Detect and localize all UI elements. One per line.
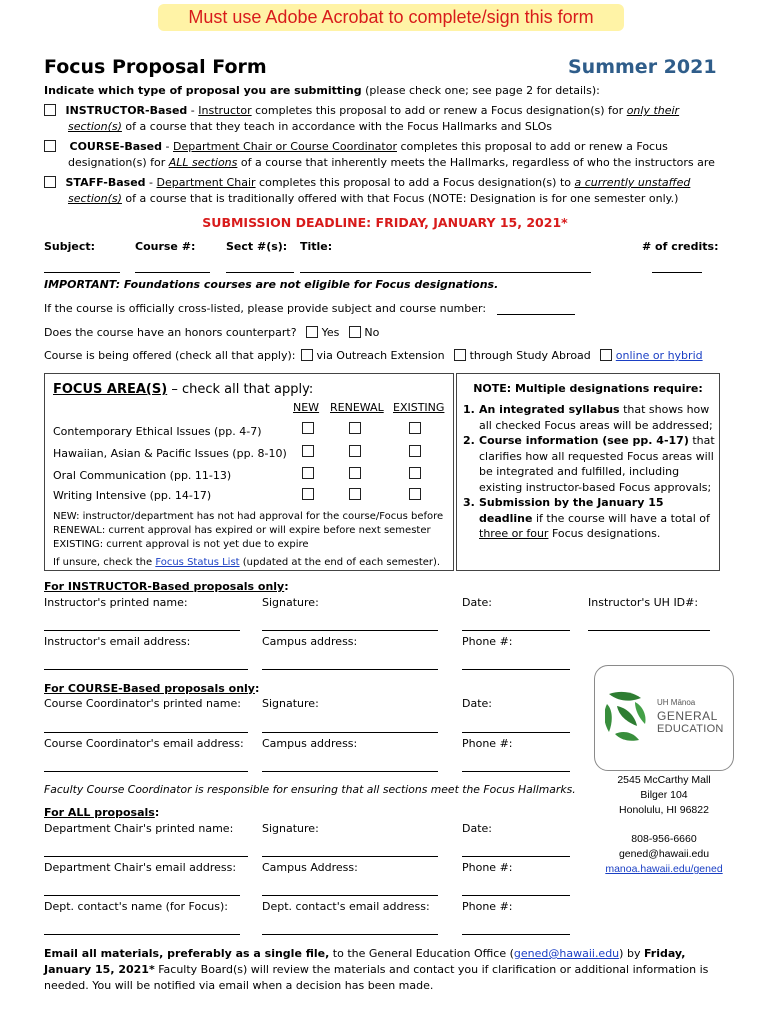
oral-new-checkbox[interactable] [302, 467, 314, 479]
colon: : [284, 580, 289, 593]
ethics-new-checkbox[interactable] [302, 422, 314, 434]
type-text: designation(s) for [68, 156, 169, 169]
logo-uh-manoa: UH Mānoa [657, 698, 696, 707]
coordinator-signature-input[interactable] [262, 732, 438, 733]
focus-heading-rest: – check all that apply: [167, 382, 314, 397]
course-number-label: Course #: [135, 240, 196, 253]
type-name: COURSE-Based [69, 140, 163, 153]
type-who: Department Chair [156, 176, 256, 189]
offered-row [44, 349, 703, 362]
chair-phone-input[interactable] [462, 895, 570, 896]
footer-text: Faculty Board(s) will review the materials and contact you if clarification or additional information is [154, 963, 709, 976]
writing-renewal-checkbox[interactable] [349, 488, 361, 500]
office-website-link[interactable]: manoa.hawaii.edu/gened [605, 863, 723, 875]
note-list [463, 402, 715, 542]
subject-label: Subject: [44, 240, 96, 253]
colon: : [254, 682, 260, 695]
sep: - [145, 176, 157, 189]
def-renewal: RENEWAL: current approval has expired or will expire before next semester [53, 525, 431, 536]
ethics-existing-checkbox[interactable] [409, 422, 421, 434]
submission-deadline: SUBMISSION DEADLINE: FRIDAY, JANUARY 15, 2021* [202, 215, 568, 230]
instructor-email-label: Instructor's email address: [44, 635, 191, 648]
instructor-uhid-input[interactable] [588, 630, 710, 631]
offered-question: Course is being offered (check all that apply): [44, 349, 296, 362]
credits-label: # of credits: [642, 240, 719, 253]
note-rest: if the course will have a total of [532, 511, 710, 525]
coordinator-name-label: Course Coordinator's printed name: [44, 697, 241, 710]
office-address [594, 773, 734, 877]
contact-name-input[interactable] [44, 934, 240, 935]
focus-heading-bold: FOCUS AREA(S) [53, 382, 168, 397]
online-hybrid-link[interactable]: online or hybrid [615, 349, 703, 362]
credits-input[interactable] [652, 272, 702, 273]
note-num: 2. [463, 434, 475, 447]
note-num: 3. [463, 496, 475, 509]
instructor-name-label: Instructor's printed name: [44, 596, 188, 609]
chair-name-input[interactable] [44, 856, 248, 857]
focus-area-box [44, 373, 454, 571]
footer-text: to the General Education Office ( [329, 947, 514, 960]
contact-email-input[interactable] [262, 934, 438, 935]
crosslist-question: If the course is officially cross-listed, please provide subject and course number: [44, 302, 487, 315]
hap-new-checkbox[interactable] [302, 445, 314, 457]
instructor-date-label: Date: [462, 596, 492, 609]
focus-status-list-link[interactable]: Focus Status List [155, 557, 240, 568]
type-text: completes this proposal to add a Focus designation(s) to [255, 176, 575, 189]
section-label: Sect #(s): [226, 240, 288, 253]
focus-area-label: Oral Communication (pp. 11-13) [53, 469, 232, 482]
unsure-line [53, 557, 440, 568]
type-name: STAFF-Based [65, 176, 146, 189]
title-input[interactable] [300, 272, 591, 273]
hap-existing-checkbox[interactable] [409, 445, 421, 457]
logo-general: GENERAL [657, 709, 718, 723]
chair-email-label: Department Chair's email address: [44, 861, 237, 874]
contact-phone-input[interactable] [462, 934, 570, 935]
crosslist-input[interactable] [497, 314, 575, 315]
footer-bold: Friday, [643, 947, 686, 960]
honors-no-label: No [364, 326, 380, 339]
note-item [463, 402, 715, 433]
course-number-input[interactable] [135, 272, 210, 273]
instructor-uhid-label: Instructor's UH ID#: [588, 596, 699, 609]
instructor-campus-input[interactable] [262, 669, 438, 670]
def-existing: EXISTING: current approval is not yet due to expire [53, 539, 309, 550]
important-note: IMPORTANT: Foundations courses are not eligible for Focus designations. [44, 278, 499, 291]
gened-email-link[interactable]: gened@hawaii.edu [513, 947, 620, 960]
writing-existing-checkbox[interactable] [409, 488, 421, 500]
type-text: completes this proposal to add or renew a Focus designation(s) for [251, 104, 627, 117]
office-email: gened@hawaii.edu [618, 848, 710, 860]
study-abroad-label: through Study Abroad [469, 349, 591, 362]
def-new: NEW: instructor/department has not had approval for the course/Focus before [53, 511, 444, 522]
gen-ed-logo-box [594, 665, 734, 771]
outreach-checkbox[interactable] [301, 349, 313, 361]
focus-area-label: Contemporary Ethical Issues (pp. 4-7) [53, 425, 262, 438]
colon: : [154, 806, 160, 819]
chair-campus-input[interactable] [262, 895, 438, 896]
sep: - [187, 104, 199, 117]
sep: - [162, 140, 173, 153]
focus-area-label: Hawaiian, Asian & Pacific Issues (pp. 8-10) [53, 447, 287, 460]
instructor-section-heading [44, 580, 289, 593]
course-section-heading [44, 682, 259, 695]
focus-definitions [53, 510, 443, 552]
chair-phone-label: Phone #: [462, 861, 513, 874]
instructor-date-input[interactable] [462, 630, 570, 631]
type-text: of a course that inherently meets the Hallmarks, regardless of who the instructors are [237, 156, 715, 169]
chair-date-label: Date: [462, 822, 492, 835]
honors-yes-label: Yes [321, 326, 340, 339]
office-phone: 808-956-6660 [631, 833, 697, 845]
study-abroad-checkbox[interactable] [454, 349, 466, 361]
instructor-signature-input[interactable] [262, 630, 438, 631]
footer-instructions [44, 946, 734, 994]
term-label: Summer 2021 [568, 56, 717, 78]
type-emphasis: section(s) [68, 120, 122, 133]
note-rest: that clarifies how all requested Focus areas will be integrated and fulfilled, including existing instructor-based Focus approvals; [479, 434, 715, 494]
type-text: completes this proposal to add or renew a Focus [396, 140, 668, 153]
subject-input[interactable] [44, 272, 120, 273]
chair-signature-input[interactable] [262, 856, 438, 857]
type-name: INSTRUCTOR-Based [65, 104, 188, 117]
footer-text: ) by [619, 947, 644, 960]
chair-name-label: Department Chair's printed name: [44, 822, 234, 835]
type-instructor [44, 103, 724, 135]
instructor-phone-label: Phone #: [462, 635, 513, 648]
logo-education: EDUCATION [657, 723, 724, 735]
type-text: of a course that they teach in accordance with the Focus Hallmarks and SLOs [121, 120, 552, 133]
honors-no-checkbox[interactable] [349, 326, 361, 338]
chair-campus-label: Campus Address: [262, 861, 358, 874]
address-line: Bilger 104 [640, 789, 688, 801]
multiple-designations-note [456, 373, 720, 571]
unsure-text: If unsure, check the [53, 557, 156, 568]
focus-area-label: Writing Intensive (pp. 14-17) [53, 489, 212, 502]
note-rest: that shows how all checked Focus areas will be addressed; [479, 403, 713, 432]
coordinator-date-label: Date: [462, 697, 492, 710]
unsure-text: (updated at the end of each semester). [239, 557, 441, 568]
type-who: Instructor [198, 104, 252, 117]
instructor-name-input[interactable] [44, 630, 240, 631]
honors-yes-checkbox[interactable] [306, 326, 318, 338]
coordinator-email-input[interactable] [44, 771, 248, 772]
note-bold: Submission by the January 15 deadline [479, 496, 664, 525]
instructor-email-input[interactable] [44, 669, 248, 670]
honors-row [44, 326, 379, 339]
faculty-coordinator-note: Faculty Course Coordinator is responsible for ensuring that all sections meet the Focus Hallmarks. [44, 783, 576, 796]
indicate-rest: (please check one; see page 2 for details): [361, 84, 600, 97]
all-heading: For ALL proposals [44, 806, 155, 819]
col-new: NEW [293, 401, 320, 414]
hap-renewal-checkbox[interactable] [349, 445, 361, 457]
chair-date-input[interactable] [462, 856, 570, 857]
chair-email-input[interactable] [44, 895, 240, 896]
coordinator-campus-input[interactable] [262, 771, 438, 772]
acrobat-banner: Must use Adobe Acrobat to complete/sign this form [158, 4, 624, 31]
oral-existing-checkbox[interactable] [409, 467, 421, 479]
course-heading: For COURSE-Based proposals only [44, 682, 255, 695]
contact-email-label: Dept. contact's email address: [262, 900, 430, 913]
leaf-logo-icon [605, 688, 649, 744]
address-line: 2545 McCarthy Mall [617, 774, 711, 786]
writing-new-checkbox[interactable] [302, 488, 314, 500]
instructor-heading: For INSTRUCTOR-Based proposals only [44, 580, 285, 593]
note-underline: three or four [479, 527, 549, 540]
type-emphasis: a currently unstaffed [574, 176, 691, 189]
online-checkbox[interactable] [600, 349, 612, 361]
form-title: Focus Proposal Form [44, 56, 267, 78]
instructor-signature-label: Signature: [262, 596, 319, 609]
coordinator-date-input[interactable] [462, 732, 570, 733]
coordinator-campus-label: Campus address: [262, 737, 358, 750]
outreach-label: via Outreach Extension [316, 349, 445, 362]
contact-name-label: Dept. contact's name (for Focus): [44, 900, 228, 913]
all-section-heading [44, 806, 159, 819]
type-emphasis: only their [626, 104, 680, 117]
footer-bold: January 15, 2021* [44, 963, 155, 976]
type-course [44, 139, 734, 171]
coordinator-name-input[interactable] [44, 732, 248, 733]
staff-based-checkbox[interactable] [44, 176, 56, 188]
note-bold: Course information (see pp. 4-17) [479, 434, 689, 447]
col-existing: EXISTING [393, 401, 445, 414]
type-emphasis: section(s) [68, 192, 122, 205]
instructor-based-checkbox[interactable] [44, 104, 56, 116]
oral-renewal-checkbox[interactable] [349, 467, 361, 479]
note-rest: Focus designations. [548, 527, 661, 540]
chair-signature-label: Signature: [262, 822, 319, 835]
honors-question: Does the course have an honors counterpart? [44, 326, 297, 339]
instructor-campus-label: Campus address: [262, 635, 358, 648]
note-num: 1. [463, 403, 475, 416]
type-emphasis: ALL sections [168, 156, 238, 169]
coordinator-signature-label: Signature: [262, 697, 319, 710]
type-text: of a course that is traditionally offered with that Focus (NOTE: Designation is for one semester only.) [121, 192, 679, 205]
title-label: Title: [300, 240, 333, 253]
indicate-bold: Indicate which type of proposal you are submitting [44, 84, 362, 97]
footer-text: needed. You will be notified via email when a decision has been made. [44, 979, 434, 992]
coordinator-phone-label: Phone #: [462, 737, 513, 750]
type-staff [44, 175, 734, 207]
course-based-checkbox[interactable] [44, 140, 56, 152]
note-item [463, 433, 715, 495]
coordinator-phone-input[interactable] [462, 771, 570, 772]
type-who: Department Chair or Course Coordinator [173, 140, 397, 153]
footer-bold: Email all materials, preferably as a single file, [44, 947, 330, 960]
ethics-renewal-checkbox[interactable] [349, 422, 361, 434]
col-renewal: RENEWAL [330, 401, 384, 414]
coordinator-email-label: Course Coordinator's email address: [44, 737, 244, 750]
contact-phone-label: Phone #: [462, 900, 513, 913]
note-heading: NOTE: Multiple designations require: [473, 382, 703, 395]
note-item [463, 495, 715, 542]
section-input[interactable] [226, 272, 294, 273]
address-line: Honolulu, HI 96822 [619, 804, 709, 816]
instructor-phone-input[interactable] [462, 669, 570, 670]
note-bold: An integrated syllabus [479, 403, 620, 416]
focus-heading [53, 382, 313, 397]
indicate-instructions [44, 84, 600, 97]
